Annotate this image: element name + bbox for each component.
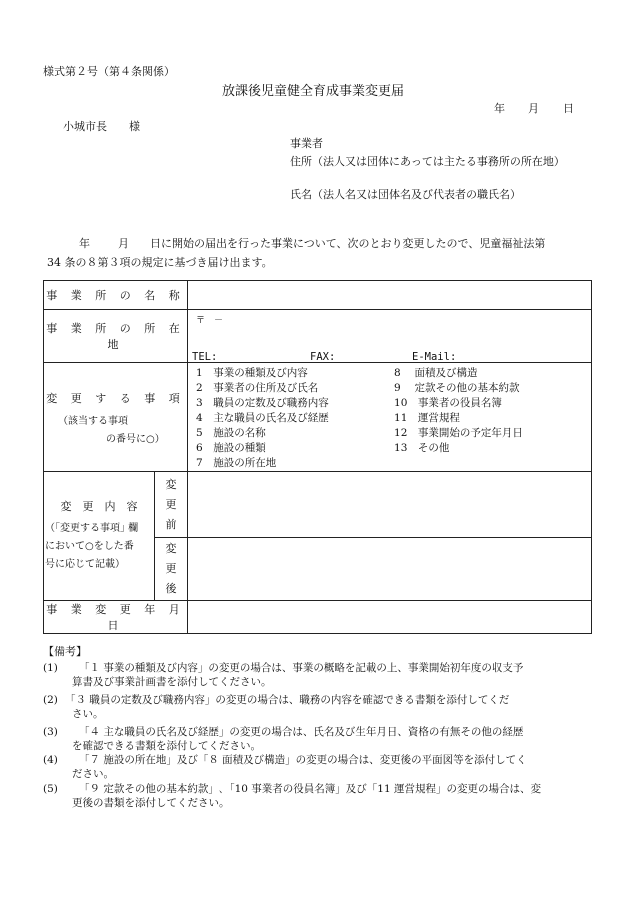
applicant-label: 事業者 [290,137,323,150]
facility-name-label: 事 業 所 の 名 称 [44,281,188,310]
tel-label: TEL: [192,351,218,363]
body-line1-year: 年 [79,237,90,250]
notes-heading: 【備考】 [43,645,87,658]
note-4-number: (4) [43,754,58,766]
date-month: 月 [528,102,539,115]
change-items-sub2: の番号に○） [106,433,165,445]
before-content-field[interactable] [188,472,592,538]
postal-mark: 〒 － [196,316,224,326]
change-item-10[interactable]: 10 事業者の役員名簿 [394,397,502,409]
change-items-sub1: （該当する事項 [58,415,128,427]
addressee: 小城市長 様 [63,120,140,133]
after-label [155,538,188,601]
note-2-number: (2) [43,694,58,706]
change-content-sub2: において○をした番 [45,541,134,552]
change-item-9[interactable]: 9 定款その他の基本約款 [394,382,520,394]
change-items-label-cell [44,363,188,472]
facility-name-field[interactable] [188,281,592,310]
change-item-4[interactable]: 4 主な職員の氏名及び経歴 [196,412,329,424]
document-title: 放課後児童健全育成事業変更届 [222,84,405,99]
before-label [155,472,188,538]
change-item-7[interactable]: 7 施設の所在地 [196,457,277,469]
note-3-line1: 「４ 主な職員の氏名及び経歴」の変更の場合は、氏名及び生年月日、資格の有無その他の経歴 [79,726,524,738]
note-4-line2: ださい。 [72,768,114,780]
change-content-sub3: 号に応じて記載） [45,559,125,570]
email-label: E-Mail: [412,351,457,363]
change-item-6[interactable]: 6 施設の種類 [196,442,266,454]
body-line1-rest: 日に開始の届出を行った事業について、次のとおり変更したので、児童福祉法第 [150,237,546,250]
facility-address-label: 事 業 所 の 所 在 地 [44,310,188,363]
change-item-11[interactable]: 11 運営規程 [394,412,460,424]
note-5-line2: 更後の書類を添付してください。 [72,797,230,809]
after-char-2: 更 [165,562,177,575]
note-1-line1: 「１ 事業の種類及び内容」の変更の場合は、事業の概略を記載の上、事業開始初年度の収支予 [79,662,524,674]
before-char-2: 更 [165,497,177,511]
applicant-name: 氏名（法人名又は団体名及び代表者の職氏名） [290,188,521,201]
note-1-number: (1) [43,662,58,674]
facility-address-field[interactable] [188,310,592,363]
note-5-line1: 「９ 定款その他の基本約款」､「10 事業者の役員名簿」及び「11 運営規程」の変更の場合は、変 [79,783,541,795]
after-char-3: 後 [165,582,177,595]
before-char-1: 変 [165,477,177,491]
applicant-address: 住所（法人又は団体にあっては主たる事務所の所在地） [290,155,565,168]
date-year: 年 [494,102,505,115]
change-item-12[interactable]: 12 事業開始の予定年月日 [394,427,523,439]
change-item-3[interactable]: 3 職員の定数及び職務内容 [196,397,329,409]
note-5-number: (5) [43,783,58,795]
note-3-number: (3) [43,726,58,738]
note-1-line2: 算書及び事業計画書を添付してください。 [72,676,272,688]
after-content-field[interactable] [188,538,592,601]
change-content-sub1: （｢変更する事項｣ 欄 [45,523,139,534]
change-form-table [43,280,592,634]
change-item-2[interactable]: 2 事業者の住所及び氏名 [196,382,319,394]
note-4-line1: 「７ 施設の所在地」及び「８ 面積及び構造」の変更の場合は、変更後の平面図等を添付してく [79,754,527,766]
change-item-1[interactable]: 1 事業の種類及び内容 [196,367,308,379]
change-item-5[interactable]: 5 施設の名称 [196,427,266,439]
change-item-8[interactable]: 8 面積及び構造 [394,367,478,379]
change-content-label-cell [44,472,155,601]
note-2-line2: さい。 [72,708,104,720]
form-number: 様式第２号（第４条関係） [43,65,175,78]
change-items-cell [188,363,592,472]
change-item-13[interactable]: 13 その他 [394,442,450,454]
body-line2: 34 条の８第３項の規定に基づき届け出ます。 [47,256,273,269]
change-items-label: 変 更 す る 事 項 [46,391,185,405]
change-date-label: 事 業 変 更 年 月 日 [44,601,188,634]
note-2-line1: 「３ 職員の定数及び職務内容」の変更の場合は、職務の内容を確認できる書類を添付してくだ [65,694,510,706]
change-content-label: 変 更 内 容 [60,500,138,513]
change-date-field[interactable] [188,601,592,634]
note-3-line2: を確認できる書類を添付してください。 [72,740,261,752]
before-char-3: 前 [165,517,177,531]
after-char-1: 変 [165,542,177,555]
body-line1-month: 月 [118,237,129,250]
date-day: 日 [563,102,574,115]
fax-label: FAX: [310,351,336,363]
